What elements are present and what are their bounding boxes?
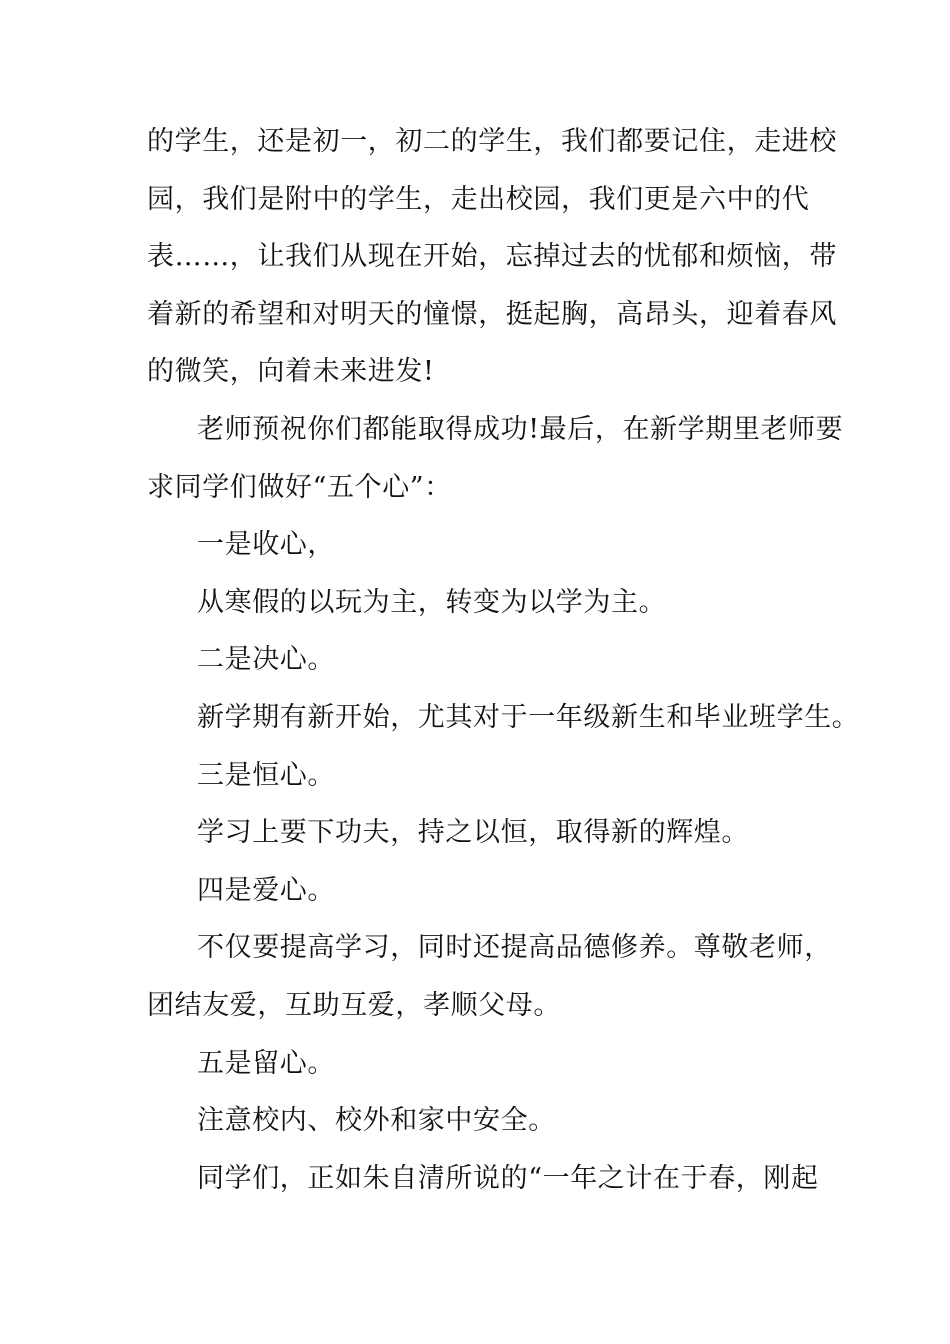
- text-line: 园，我们是附中的学生，走出校园，我们更是六中的代: [147, 183, 810, 215]
- text-line: 着新的希望和对明天的憧憬，挺起胸，高昂头，迎着春风: [147, 298, 837, 330]
- document-body: [147, 113, 860, 1207]
- paragraph-start-line: 学习上要下功夫，持之以恒，取得新的辉煌。: [197, 817, 749, 849]
- paragraph-start-line: 新学期有新开始，尤其对于一年级新生和毕业班学生。: [197, 701, 860, 733]
- heading-line-4: 四是爱心。: [197, 874, 335, 906]
- paragraph-start-line: 注意校内、校外和家中安全。: [197, 1105, 556, 1137]
- paragraph-start-line: 老师预祝你们都能取得成功!最后，在新学期里老师要: [197, 413, 844, 445]
- paragraph-start-line: 同学们，正如朱自清所说的“一年之计在于春，刚起: [197, 1162, 819, 1194]
- heading-line-1: 一是收心，: [197, 529, 335, 561]
- text-line: 表……，让我们从现在开始，忘掉过去的忧郁和烦恼，带: [147, 241, 837, 273]
- heading-line-3: 三是恒心。: [197, 759, 335, 791]
- heading-line-5: 五是留心。: [197, 1047, 335, 1079]
- text-line: 求同学们做好“五个心”：: [147, 471, 452, 503]
- paragraph-start-line: 不仅要提高学习，同时还提高品德修养。尊敬老师，: [197, 932, 832, 964]
- heading-line-2: 二是决心。: [197, 644, 335, 676]
- paragraph-start-line: 从寒假的以玩为主，转变为以学为主。: [197, 586, 667, 618]
- text-line: 的微笑，向着未来进发!: [147, 356, 435, 388]
- text-line: 团结友爱，互助互爱，孝顺父母。: [147, 989, 561, 1021]
- text-line: 的学生，还是初一，初二的学生，我们都要记住，走进校: [147, 126, 837, 157]
